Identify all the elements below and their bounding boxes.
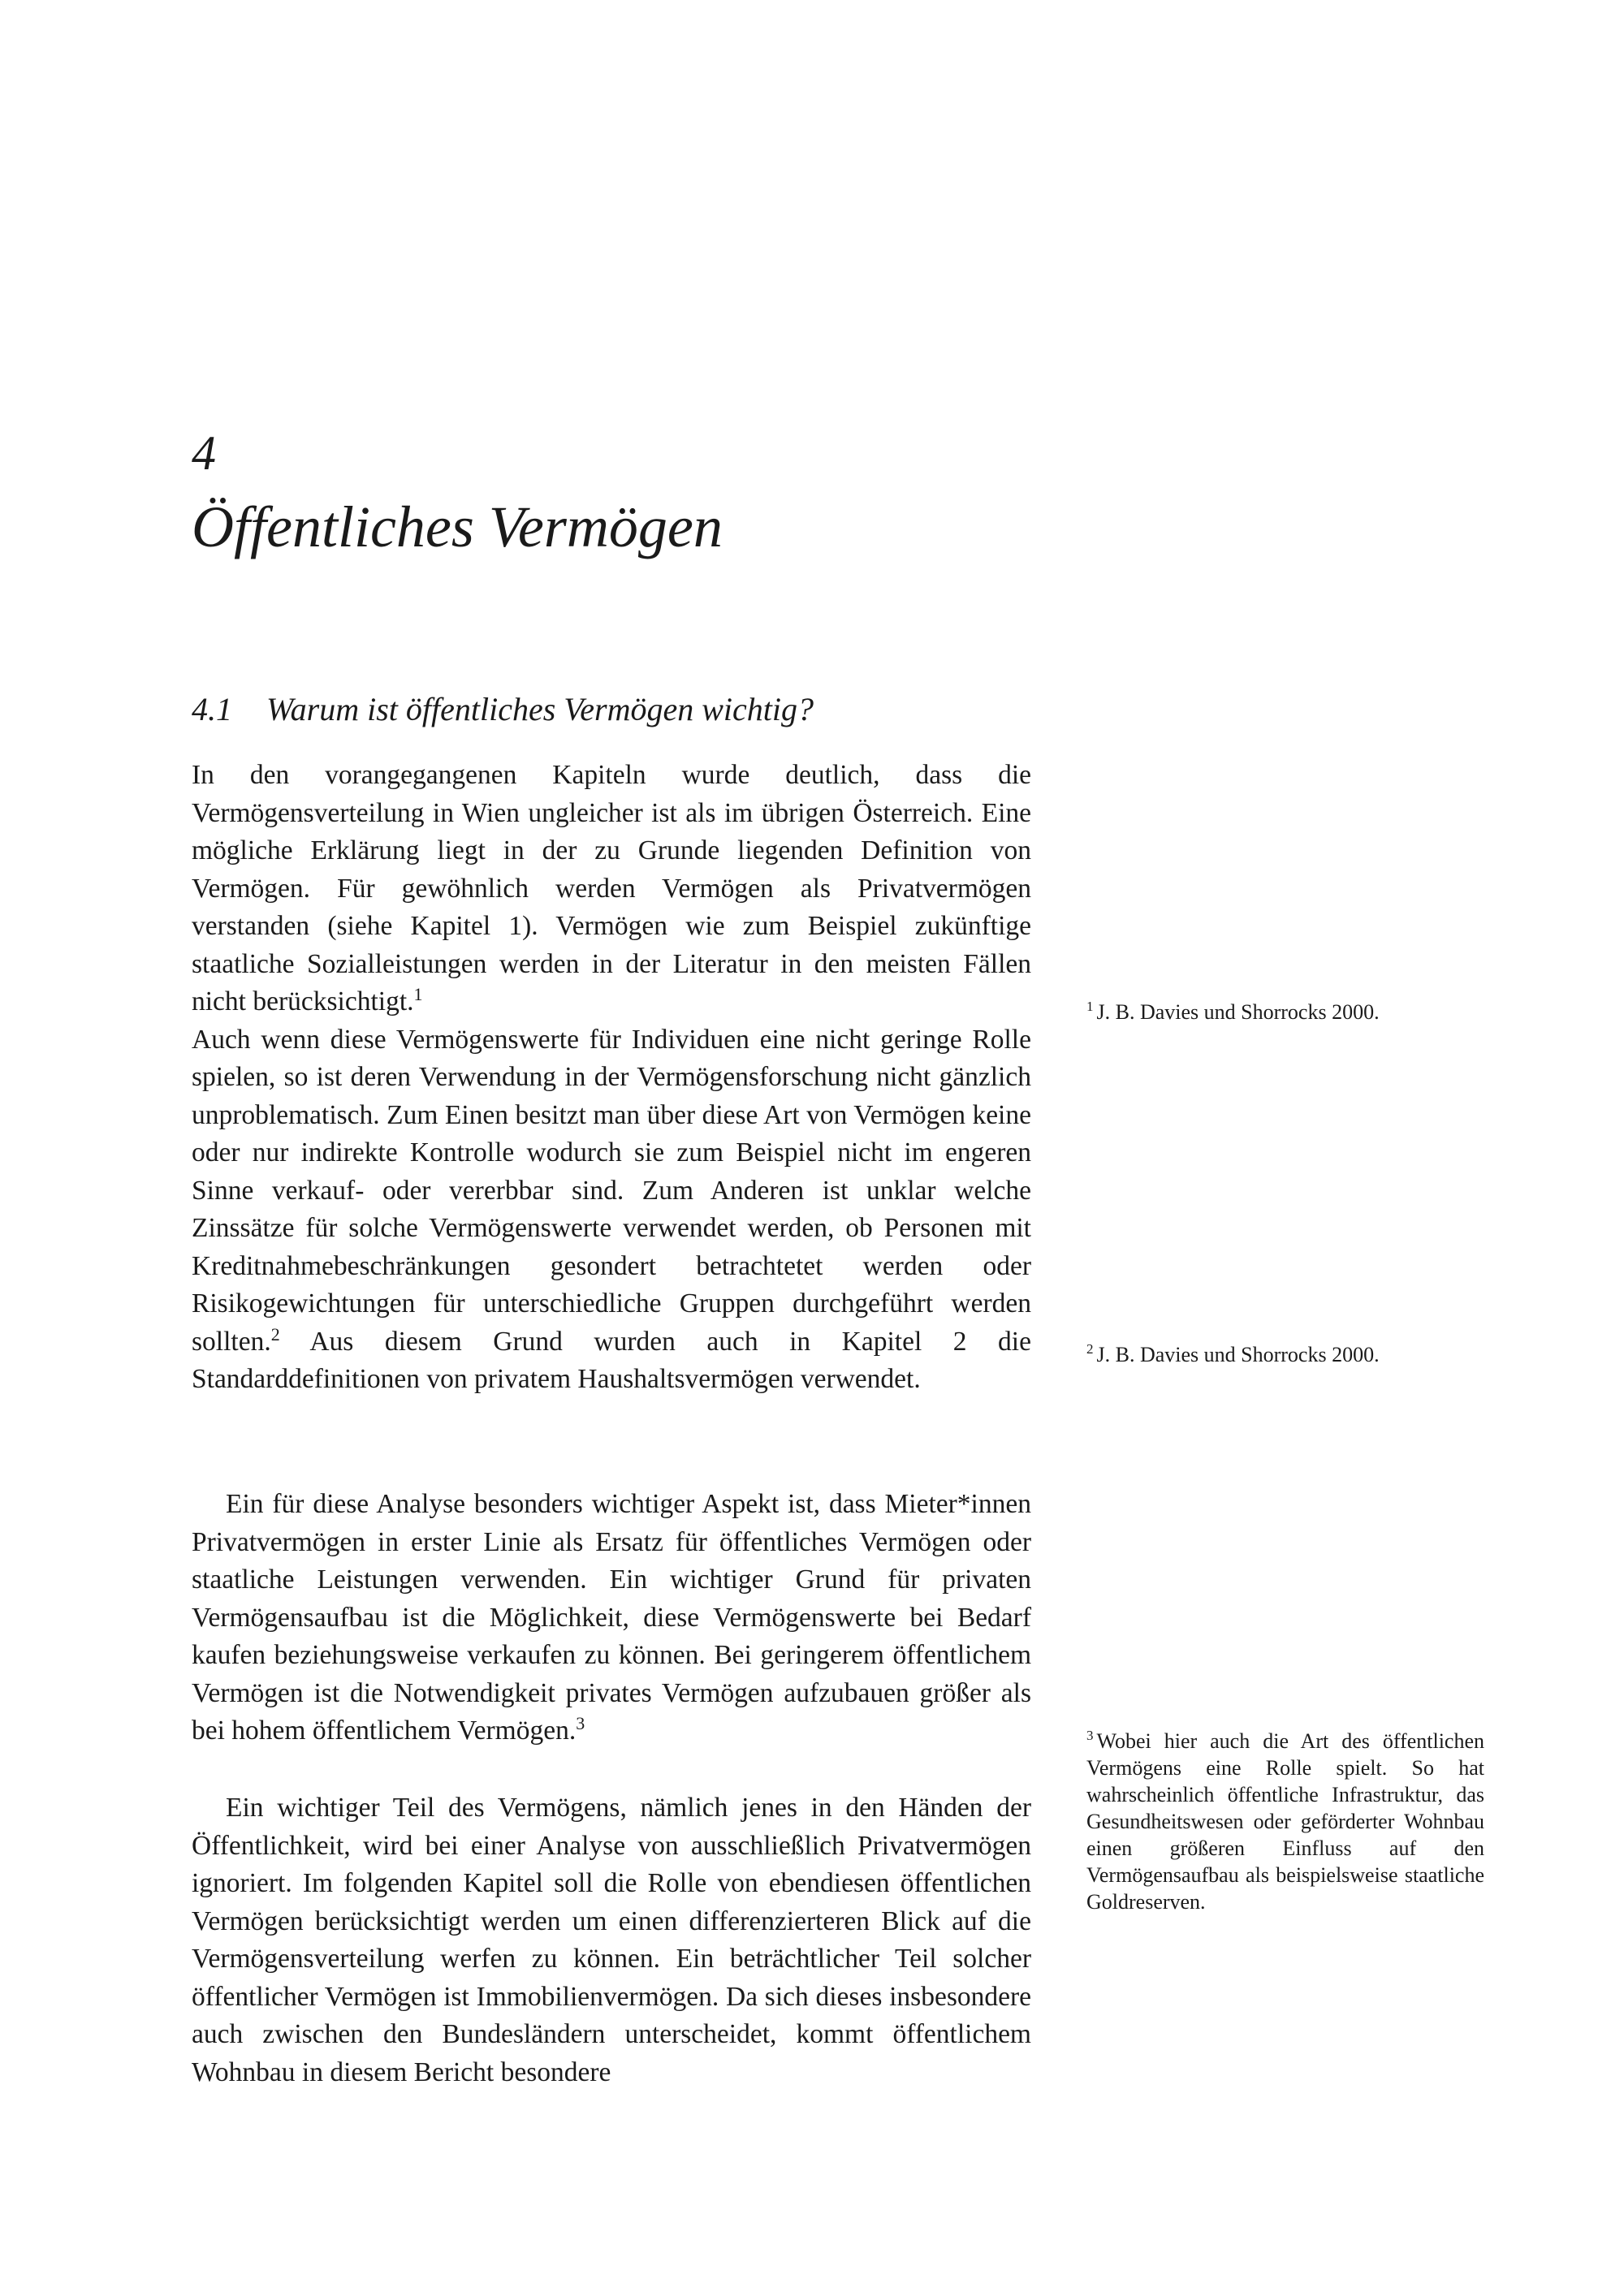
sidenote-text: J. B. Davies und Shorrocks 2000. — [1096, 1343, 1380, 1366]
sidenote-3 — [1086, 1728, 1484, 1915]
sidenote-text: Wobei hier auch die Art des öffentlichen Vermögens eine Rolle spielt. So hat wahrscheinlich öffentliche Infrastruktur, das Gesundheitswesen oder geförderter Wohnbau einen größeren Einfluss auf den Vermögensaufbau als beispielsweise staatliche Goldreserven. — [1086, 1729, 1484, 1914]
paragraph-text: Auch wenn diese Vermögenswerte für Individuen eine nicht geringe Rolle spielen, so ist deren Verwendung in der Vermögensforschung nicht gänzlich unproblematisch. Zum Einen besitzt man über diese Art von Vermögen keine oder nur indirekte Kontrolle wodurch sie zum Beispiel nicht im engeren Sinne verkauf- oder vererbbar sind. Zum Anderen ist unklar welche Zinssätze für solche Vermögenswerte verwendet werden, ob Personen mit Kreditnahmebeschränkungen gesondert betrachtetet werden oder Risikogewichtungen für unterschiedliche Gruppen durchgeführt werden sollten. — [192, 1024, 1031, 1357]
footnote-ref-2: 2 — [270, 1323, 280, 1344]
paragraph-text: Aus diesem Grund wurden auch in Kapitel 2 die Standarddefinitionen von privatem Haushaltsvermögen verwendet. — [192, 1326, 1031, 1394]
footnote-ref-1: 1 — [413, 983, 423, 1004]
sidenote-number: 3 — [1086, 1728, 1094, 1744]
footnote-ref-3: 3 — [576, 1712, 585, 1733]
body-paragraph-3 — [192, 1789, 1031, 2091]
paragraph-text: Ein wichtiger Teil des Vermögens, nämlich jenes in den Händen der Öffentlichkeit, wird bei einer Analyse von ausschließlich Privatvermögen ignoriert. Im folgenden Kapitel soll die Rolle von ebendiesen öffentlichen Vermögen berücksichtigt werden um einen differenzierteren Blick auf die Vermögensverteilung werfen zu können. Ein beträchtlicher Teil solcher öffentlicher Vermögen ist Immobilienvermögen. Da sich dieses insbesondere auch zwischen den Bundesländern unterscheidet, kommt öffentlichem Wohnbau in diesem Bericht besondere — [192, 1793, 1031, 2087]
body-paragraph-1 — [192, 757, 1031, 1399]
sidenote-number: 2 — [1086, 1341, 1094, 1357]
paragraph-text: In den vorangegangenen Kapiteln wurde deutlich, dass die Vermögensverteilung in Wien ungleicher ist als im übrigen Österreich. Eine mögliche Erklärung liegt in der zu Grunde liegenden Definition von Vermögen. Für gewöhnlich werden Vermögen als Privatvermögen verstanden (siehe Kapitel 1). Vermögen wie zum Beispiel zukünftige staatliche Sozialleistungen werden in der Literatur in den meisten Fällen nicht berücksichtigt. — [192, 760, 1031, 1016]
section-number: 4.1 — [192, 691, 232, 727]
section-title: Warum ist öffentliches Vermögen wichtig? — [266, 691, 814, 727]
body-paragraph-2 — [192, 1486, 1031, 1750]
sidenote-number: 1 — [1086, 999, 1094, 1015]
sidenote-text: J. B. Davies und Shorrocks 2000. — [1096, 1000, 1380, 1024]
sidenote-2 — [1086, 1341, 1484, 1368]
chapter-title: Öffentliches Vermögen — [192, 494, 723, 559]
paragraph-text: Ein für diese Analyse besonders wichtiger Aspekt ist, dass Mieter*innen Privatvermögen in erster Linie als Ersatz für öffentliches Vermögen oder staatliche Leistungen verwenden. Ein wichtiger Grund für privaten Vermögensaufbau ist die Möglichkeit, diese Vermögenswerte bei Bedarf kaufen beziehungsweise verkaufen zu können. Bei geringerem öffentlichem Vermögen ist die Notwendigkeit privates Vermögen aufzubauen größer als bei hohem öffentlichem Vermögen. — [192, 1489, 1031, 1746]
chapter-number: 4 — [192, 426, 216, 480]
section-heading — [192, 690, 814, 728]
sidenote-1 — [1086, 999, 1484, 1025]
